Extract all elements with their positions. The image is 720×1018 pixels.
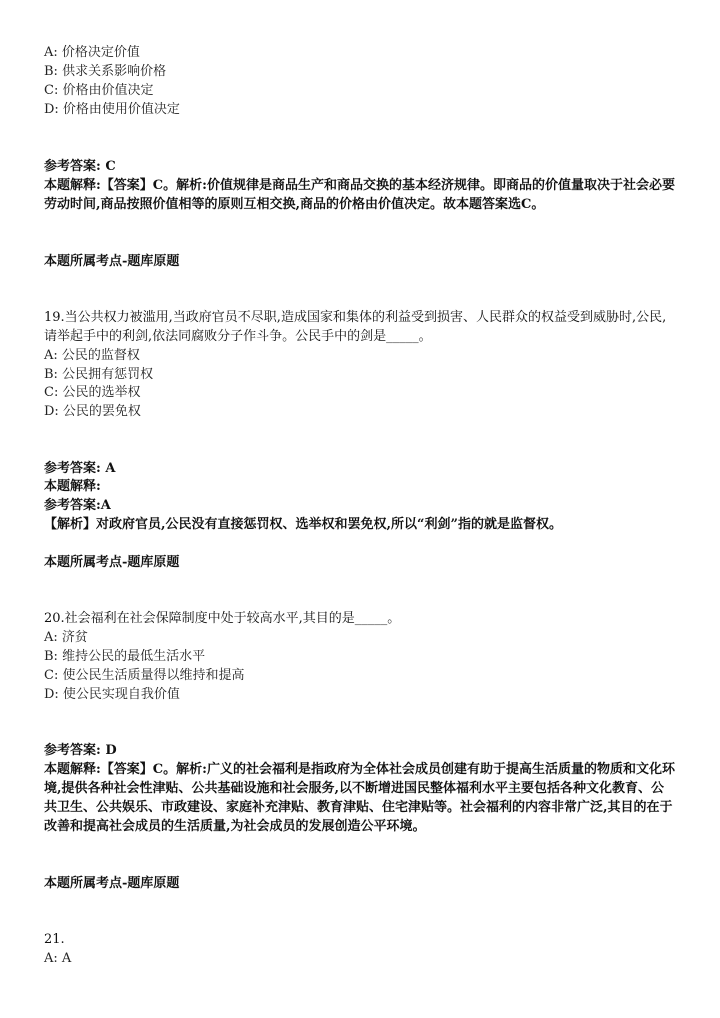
q20-answer: 参考答案: D (44, 743, 117, 758)
q19-answer-repeat: 参考答案:A (44, 498, 111, 513)
q19-analysis: 【解析】对政府官员,公民没有直接惩罚权、选举权和罢免权,所以“利剑”指的就是监督权。 (44, 517, 563, 532)
q18-option-a: A: 价格决定价值 (44, 45, 140, 60)
q18-option-b: B: 供求关系影响价格 (44, 64, 167, 79)
q21-option-a: A: A (44, 951, 72, 966)
q18-answer: 参考答案: C (44, 159, 116, 174)
q20-question: 20.社会福利在社会保障制度中处于较高水平,其目的是_____。 (44, 611, 401, 626)
q19-option-c: C: 公民的选举权 (44, 385, 141, 400)
q19-explain-label: 本题解释: (44, 479, 101, 494)
q20-option-b: B: 维持公民的最低生活水平 (44, 649, 206, 664)
q20-option-c: C: 使公民生活质量得以维持和提高 (44, 668, 245, 683)
q18-analysis: 本题解释:【答案】C。解析:价值规律是商品生产和商品交换的基本经济规律。即商品的价值量取决于社会必要劳动时间,商品按照价值相等的原则互相交换,商品的价格由价值决定。故本题答案选C。 (44, 178, 675, 212)
q20-source: 本题所属考点-题库原题 (44, 876, 180, 891)
q19-option-a: A: 公民的监督权 (44, 348, 140, 363)
q19-answer: 参考答案: A (44, 461, 116, 476)
q19-source: 本题所属考点-题库原题 (44, 555, 180, 570)
q19-option-b: B: 公民拥有惩罚权 (44, 367, 154, 382)
q21-question: 21. (44, 932, 65, 947)
q20-option-d: D: 使公民实现自我价值 (44, 687, 180, 702)
q18-option-d: D: 价格由使用价值决定 (44, 102, 180, 117)
q18-source: 本题所属考点-题库原题 (44, 254, 180, 269)
q19-question: 19.当公共权力被滥用,当政府官员不尽职,造成国家和集体的利益受到损害、人民群众的权益受到威胁时,公民,请举起手中的利剑,依法同腐败分子作斗争。公民手中的剑是_____。 (44, 310, 667, 344)
q20-option-a: A: 济贫 (44, 630, 88, 645)
q20-analysis: 本题解释:【答案】C。解析:广义的社会福利是指政府为全体社会成员创建有助于提高生活质量的物质和文化环境,提供各种社会性津贴、公共基础设施和社会服务,以不断增进国民整体福利水平主要包括各种文化教育、公共卫生、公共娱乐、市政建设、家庭补充津贴、教育津贴、住宅津贴等。社会福利的内容非常广泛,其目的在于改善和提高社会成员的生活质量,为社会成员的发展创造公平环境。 (44, 762, 675, 834)
q19-option-d: D: 公民的罢免权 (44, 404, 141, 419)
q18-option-c: C: 价格由价值决定 (44, 83, 154, 98)
